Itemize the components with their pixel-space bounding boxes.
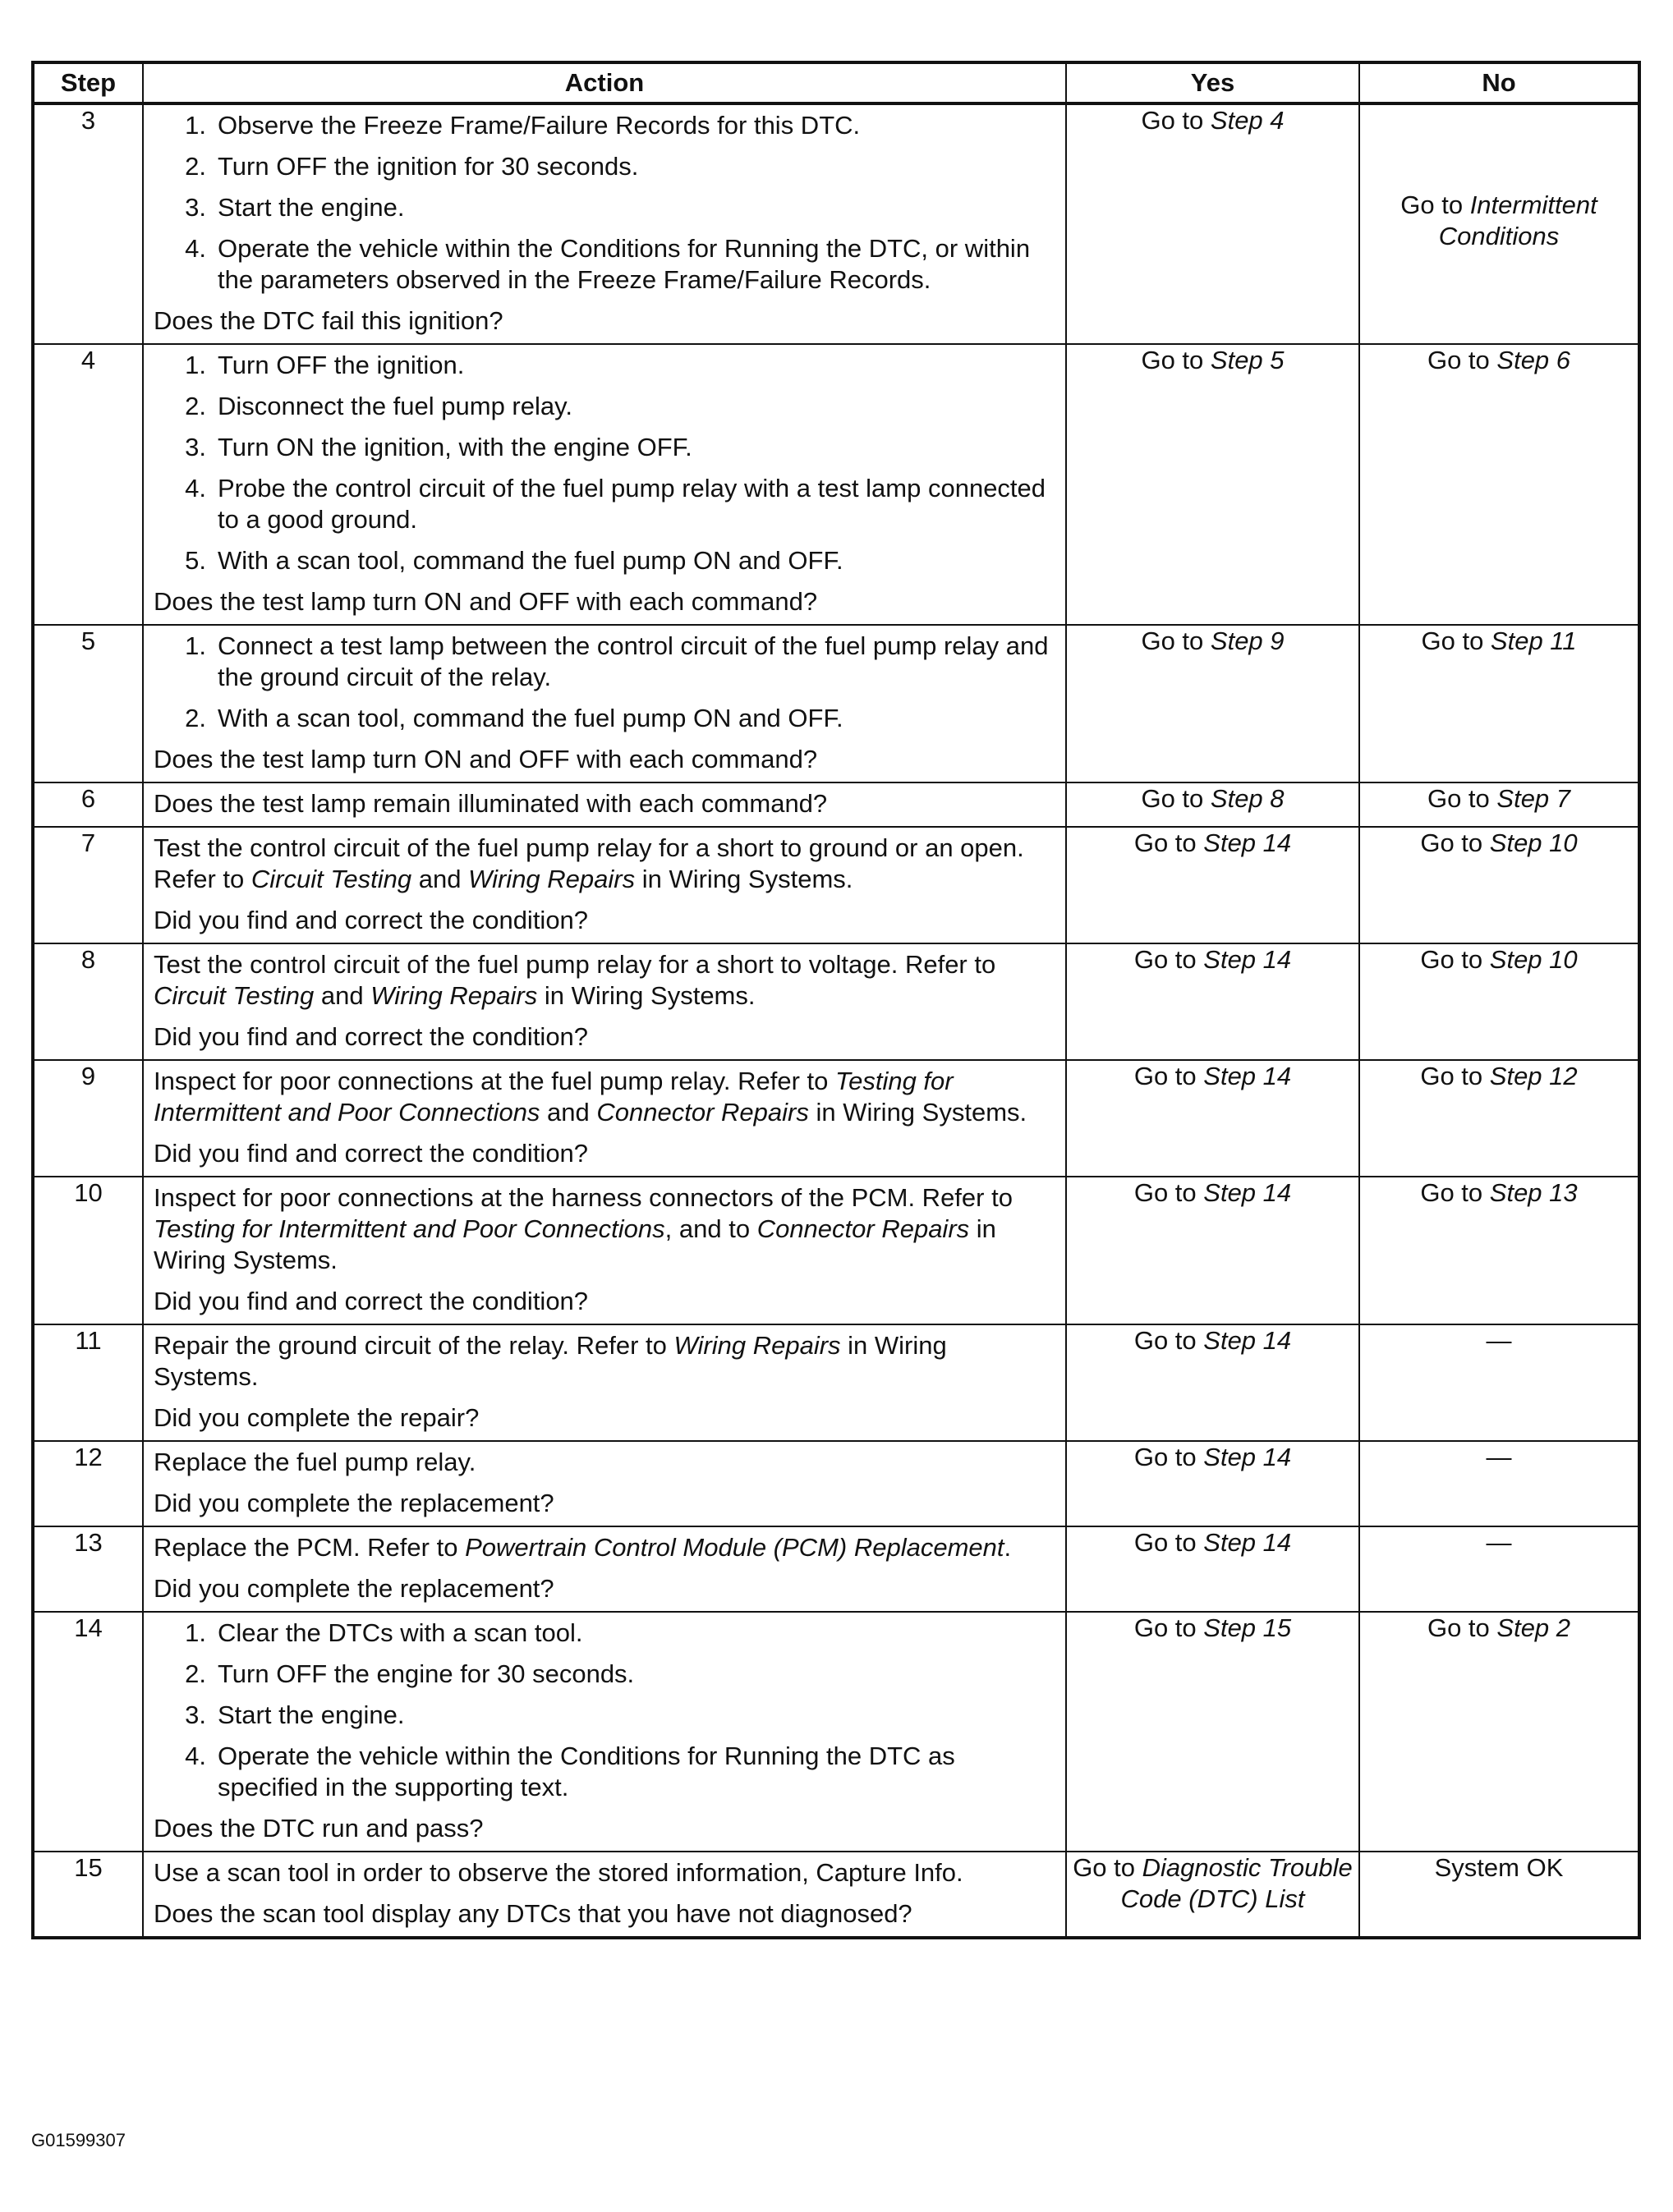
substep-item — [154, 391, 1057, 422]
yes-result-prefix: Go to — [1141, 346, 1211, 374]
action-question: Did you find and correct the condition? — [154, 906, 589, 934]
reference-text: Testing for Intermittent and Poor Connections — [154, 1067, 954, 1127]
substep-item — [154, 110, 1057, 141]
action-cell — [143, 827, 1066, 943]
substep-item — [154, 233, 1057, 296]
no-result-cell — [1359, 344, 1639, 625]
action-question: Does the test lamp remain illuminated with each command? — [154, 789, 828, 818]
no-result-reference: Intermittent Conditions — [1438, 190, 1597, 250]
no-result-prefix: System OK — [1434, 1853, 1564, 1882]
action-cell — [143, 1852, 1066, 1938]
substep-item — [154, 350, 1057, 381]
yes-result-cell — [1066, 827, 1359, 943]
substep-item — [154, 151, 1057, 182]
action-question: Does the test lamp turn ON and OFF with each command? — [154, 587, 818, 616]
substep-text: Operate the vehicle within the Conditions for Running the DTC as specified in the supporting text. — [218, 1742, 955, 1801]
substep-number: 1. — [185, 1618, 206, 1647]
substep-item — [154, 192, 1057, 223]
no-result-cell — [1359, 1441, 1639, 1526]
step-number: 15 — [33, 1852, 143, 1938]
yes-result-cell — [1066, 1852, 1359, 1938]
substep-text: With a scan tool, command the fuel pump ON and OFF. — [218, 546, 843, 575]
action-instruction — [154, 949, 1057, 1012]
action-question: Did you find and correct the condition? — [154, 1287, 589, 1315]
table-row — [33, 1324, 1639, 1441]
substep-number: 3. — [185, 193, 206, 222]
substep-text: With a scan tool, command the fuel pump ON and OFF. — [218, 704, 843, 732]
yes-result-reference: Step 14 — [1203, 1062, 1292, 1090]
yes-result-cell — [1066, 1526, 1359, 1612]
table-row — [33, 344, 1639, 625]
no-result-prefix: Go to — [1400, 190, 1470, 219]
no-result-prefix: — — [1486, 1326, 1512, 1355]
instruction-text: Repair the ground circuit of the relay. Refer to — [154, 1331, 674, 1360]
yes-result-cell — [1066, 782, 1359, 827]
action-instruction — [154, 1447, 1057, 1478]
yes-result-prefix: Go to — [1133, 828, 1204, 857]
table-row — [33, 1526, 1639, 1612]
yes-result-cell — [1066, 103, 1359, 344]
figure-id: G01599307 — [31, 2130, 126, 2150]
substep-text: Observe the Freeze Frame/Failure Records for this DTC. — [218, 111, 861, 140]
substep-number: 4. — [185, 234, 206, 263]
no-result-prefix: Go to — [1427, 1613, 1497, 1642]
action-cell — [143, 943, 1066, 1060]
reference-text: Powertrain Control Module (PCM) Replacement — [465, 1533, 1004, 1562]
reference-text: Wiring Repairs — [370, 981, 538, 1010]
step-number: 10 — [33, 1177, 143, 1324]
no-result-reference: Step 11 — [1490, 626, 1577, 655]
reference-text: Wiring Repairs — [673, 1331, 841, 1360]
yes-result-cell — [1066, 344, 1359, 625]
substep-text: Start the engine. — [218, 193, 405, 222]
table-row — [33, 1612, 1639, 1852]
substep-number: 3. — [185, 1700, 206, 1729]
instruction-text: and — [411, 865, 469, 893]
step-number: 5 — [33, 625, 143, 782]
instruction-text: in Wiring Systems. — [635, 865, 853, 893]
action-question: Does the scan tool display any DTCs that you have not diagnosed? — [154, 1899, 912, 1928]
substep-number: 2. — [185, 704, 206, 732]
instruction-text: Inspect for poor connections at the fuel pump relay. Refer to — [154, 1067, 835, 1095]
action-cell — [143, 1612, 1066, 1852]
no-result-cell — [1359, 1612, 1639, 1852]
no-result-cell — [1359, 1526, 1639, 1612]
no-result-reference: Step 13 — [1489, 1178, 1578, 1207]
yes-result-cell — [1066, 1177, 1359, 1324]
instruction-text: Test the control circuit of the fuel pump relay for a short to voltage. Refer to — [154, 950, 996, 979]
substep-list — [154, 1618, 1057, 1803]
instruction-text: Test the control circuit of the fuel pump relay for a short to ground or an open. Refer to — [154, 833, 1024, 893]
yes-result-reference: Step 14 — [1203, 1528, 1292, 1557]
action-question: Does the test lamp turn ON and OFF with each command? — [154, 745, 818, 773]
no-result-reference: Step 10 — [1489, 945, 1578, 974]
yes-result-prefix: Go to — [1141, 626, 1211, 655]
substep-text: Probe the control circuit of the fuel pump relay with a test lamp connected to a good ground. — [218, 474, 1046, 534]
yes-result-prefix: Go to — [1133, 1528, 1204, 1557]
substep-text: Turn OFF the engine for 30 seconds. — [218, 1659, 635, 1688]
substep-item — [154, 703, 1057, 734]
no-result-cell — [1359, 1060, 1639, 1177]
substep-text: Clear the DTCs with a scan tool. — [218, 1618, 583, 1647]
action-question: Does the DTC fail this ignition? — [154, 306, 503, 335]
substep-item — [154, 1741, 1057, 1803]
instruction-text: in Wiring Systems. — [808, 1098, 1027, 1127]
substep-number: 3. — [185, 433, 206, 461]
step-number: 7 — [33, 827, 143, 943]
action-cell — [143, 1177, 1066, 1324]
no-result-reference: Step 2 — [1496, 1613, 1571, 1642]
header-action: Action — [143, 62, 1066, 103]
substep-item — [154, 631, 1057, 693]
step-number: 8 — [33, 943, 143, 1060]
table-row — [33, 1177, 1639, 1324]
substep-number: 1. — [185, 111, 206, 140]
action-question: Did you complete the repair? — [154, 1403, 480, 1432]
table-row — [33, 103, 1639, 344]
substep-number: 2. — [185, 1659, 206, 1688]
action-cell — [143, 1060, 1066, 1177]
no-result-cell — [1359, 1324, 1639, 1441]
no-result-prefix: Go to — [1427, 346, 1497, 374]
table-row — [33, 1441, 1639, 1526]
action-question: Did you complete the replacement? — [154, 1489, 554, 1517]
yes-result-reference: Step 9 — [1210, 626, 1285, 655]
action-cell — [143, 782, 1066, 827]
yes-result-prefix: Go to — [1141, 784, 1211, 813]
yes-result-cell — [1066, 1612, 1359, 1852]
substep-text: Turn OFF the ignition for 30 seconds. — [218, 152, 639, 181]
instruction-text: Inspect for poor connections at the harness connectors of the PCM. Refer to — [154, 1183, 1013, 1212]
step-number: 9 — [33, 1060, 143, 1177]
instruction-text: in Wiring Systems. — [154, 1214, 996, 1274]
no-result-prefix: Go to — [1420, 828, 1490, 857]
substep-number: 5. — [185, 546, 206, 575]
yes-result-prefix: Go to — [1133, 945, 1204, 974]
yes-result-cell — [1066, 1441, 1359, 1526]
instruction-text: Replace the PCM. Refer to — [154, 1533, 466, 1562]
substep-item — [154, 545, 1057, 576]
action-instruction — [154, 1182, 1057, 1276]
table-row — [33, 827, 1639, 943]
yes-result-reference: Step 5 — [1210, 346, 1285, 374]
yes-result-prefix: Go to — [1133, 1613, 1204, 1642]
substep-item — [154, 473, 1057, 535]
substep-item — [154, 1618, 1057, 1649]
yes-result-cell — [1066, 625, 1359, 782]
yes-result-reference: Step 14 — [1203, 1326, 1292, 1355]
no-result-cell — [1359, 782, 1639, 827]
header-step: Step — [33, 62, 143, 103]
instruction-text: . — [1004, 1533, 1012, 1562]
yes-result-prefix: Go to — [1141, 106, 1211, 135]
yes-result-reference: Step 15 — [1203, 1613, 1292, 1642]
yes-result-reference: Diagnostic Trouble Code (DTC) List — [1120, 1853, 1353, 1913]
yes-result-cell — [1066, 1060, 1359, 1177]
action-instruction — [154, 1330, 1057, 1393]
instruction-text: in Wiring Systems. — [154, 1331, 947, 1391]
step-number: 6 — [33, 782, 143, 827]
instruction-text: and — [540, 1098, 597, 1127]
substep-text: Start the engine. — [218, 1700, 405, 1729]
action-instruction — [154, 1532, 1057, 1563]
substep-number: 4. — [185, 474, 206, 503]
action-question: Did you complete the replacement? — [154, 1574, 554, 1603]
substep-text: Turn ON the ignition, with the engine OFF. — [218, 433, 692, 461]
table-row — [33, 1060, 1639, 1177]
reference-text: Testing for Intermittent and Poor Connections — [154, 1214, 665, 1243]
no-result-prefix: Go to — [1420, 1178, 1490, 1207]
yes-result-reference: Step 14 — [1203, 1178, 1292, 1207]
substep-number: 1. — [185, 351, 206, 379]
no-result-cell — [1359, 103, 1639, 344]
action-cell — [143, 625, 1066, 782]
action-cell — [143, 1526, 1066, 1612]
reference-text: Connector Repairs — [756, 1214, 970, 1243]
no-result-reference: Step 7 — [1496, 784, 1571, 813]
yes-result-prefix: Go to — [1133, 1443, 1204, 1471]
step-number: 3 — [33, 103, 143, 344]
action-cell — [143, 1324, 1066, 1441]
yes-result-prefix: Go to — [1133, 1178, 1204, 1207]
header-no: No — [1359, 62, 1639, 103]
yes-result-reference: Step 14 — [1203, 945, 1292, 974]
step-number: 11 — [33, 1324, 143, 1441]
instruction-text: in Wiring Systems. — [537, 981, 756, 1010]
table-header-row — [33, 62, 1639, 103]
yes-result-prefix: Go to — [1133, 1326, 1204, 1355]
no-result-cell — [1359, 625, 1639, 782]
no-result-reference: Step 6 — [1496, 346, 1571, 374]
yes-result-reference: Step 14 — [1203, 828, 1292, 857]
yes-result-prefix: Go to — [1133, 1062, 1204, 1090]
header-yes: Yes — [1066, 62, 1359, 103]
table-row — [33, 943, 1639, 1060]
table-row — [33, 625, 1639, 782]
step-number: 13 — [33, 1526, 143, 1612]
no-result-cell — [1359, 943, 1639, 1060]
step-number: 4 — [33, 344, 143, 625]
no-result-prefix: — — [1486, 1528, 1512, 1557]
yes-result-reference: Step 14 — [1203, 1443, 1292, 1471]
no-result-reference: Step 12 — [1489, 1062, 1578, 1090]
substep-list — [154, 350, 1057, 576]
action-cell — [143, 1441, 1066, 1526]
reference-text: Circuit Testing — [154, 981, 315, 1010]
no-result-prefix: Go to — [1420, 1062, 1490, 1090]
action-instruction — [154, 833, 1057, 895]
step-number: 14 — [33, 1612, 143, 1852]
yes-result-reference: Step 4 — [1210, 106, 1285, 135]
no-result-prefix: — — [1486, 1443, 1512, 1471]
substep-item — [154, 1700, 1057, 1731]
substep-text: Connect a test lamp between the control circuit of the fuel pump relay and the ground circuit of the relay. — [218, 631, 1049, 691]
substep-text: Disconnect the fuel pump relay. — [218, 392, 572, 420]
reference-text: Connector Repairs — [596, 1098, 809, 1127]
step-number: 12 — [33, 1441, 143, 1526]
table-row — [33, 782, 1639, 827]
substep-list — [154, 110, 1057, 296]
action-cell — [143, 103, 1066, 344]
yes-result-prefix: Go to — [1073, 1853, 1142, 1882]
table-row — [33, 1852, 1639, 1938]
instruction-text: Replace the fuel pump relay. — [154, 1448, 476, 1476]
reference-text: Wiring Repairs — [468, 865, 636, 893]
instruction-text: Use a scan tool in order to observe the stored information, Capture Info. — [154, 1858, 963, 1887]
action-instruction — [154, 1857, 1057, 1888]
yes-result-cell — [1066, 1324, 1359, 1441]
instruction-text: , and to — [664, 1214, 757, 1243]
action-question: Does the DTC run and pass? — [154, 1814, 484, 1843]
substep-text: Operate the vehicle within the Conditions for Running the DTC, or within the parameters observed in the Freeze Frame/Failure Records. — [218, 234, 1031, 294]
no-result-prefix: Go to — [1420, 945, 1490, 974]
action-cell — [143, 344, 1066, 625]
diagnostic-table — [31, 61, 1641, 1939]
substep-number: 1. — [185, 631, 206, 660]
action-question: Did you find and correct the condition? — [154, 1139, 589, 1168]
no-result-cell — [1359, 1177, 1639, 1324]
no-result-reference: Step 10 — [1489, 828, 1578, 857]
action-instruction — [154, 1066, 1057, 1128]
substep-list — [154, 631, 1057, 734]
substep-text: Turn OFF the ignition. — [218, 351, 465, 379]
substep-number: 4. — [185, 1742, 206, 1770]
action-question: Did you find and correct the condition? — [154, 1022, 589, 1051]
no-result-cell — [1359, 1852, 1639, 1938]
yes-result-cell — [1066, 943, 1359, 1060]
substep-number: 2. — [185, 152, 206, 181]
substep-item — [154, 432, 1057, 463]
yes-result-reference: Step 8 — [1210, 784, 1285, 813]
instruction-text: and — [314, 981, 371, 1010]
substep-item — [154, 1659, 1057, 1690]
substep-number: 2. — [185, 392, 206, 420]
no-result-cell — [1359, 827, 1639, 943]
reference-text: Circuit Testing — [250, 865, 412, 893]
no-result-prefix: Go to — [1421, 626, 1491, 655]
no-result-prefix: Go to — [1427, 784, 1497, 813]
